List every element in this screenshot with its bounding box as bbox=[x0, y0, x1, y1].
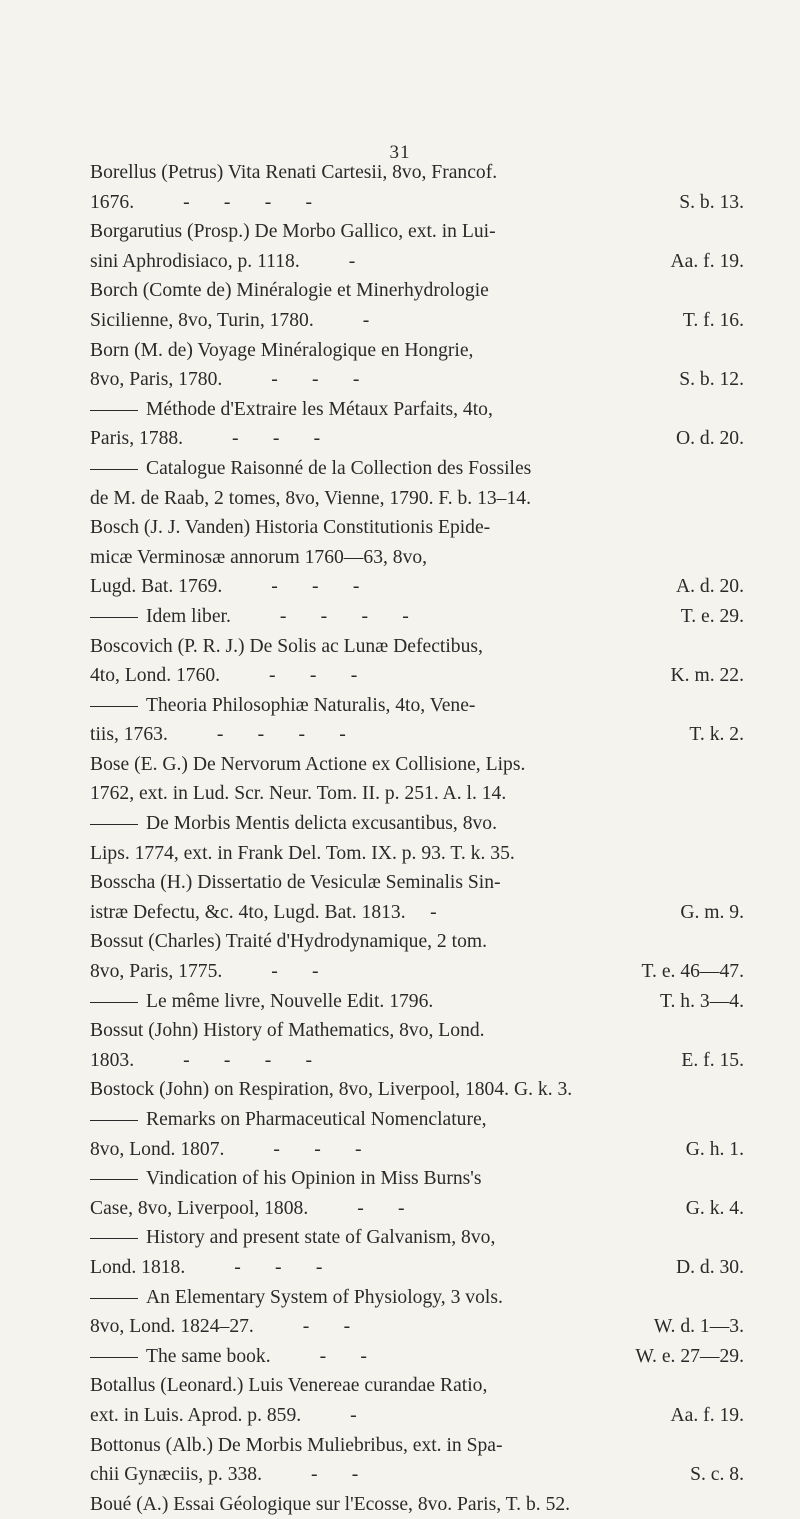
catalogue-entry bbox=[90, 395, 744, 454]
catalogue-entry bbox=[90, 1223, 744, 1282]
shelf-mark: D. d. 30. bbox=[675, 1256, 744, 1278]
entry-text: chii Gynæciis, p. 338. - - bbox=[90, 1464, 359, 1486]
shelf-mark: O. d. 20. bbox=[675, 428, 744, 450]
catalogue-entry bbox=[90, 602, 744, 632]
entry-line bbox=[90, 750, 744, 780]
ditto-dash bbox=[90, 1120, 138, 1121]
shelf-mark: G. k. 4. bbox=[685, 1197, 744, 1219]
entry-line bbox=[90, 306, 744, 336]
entry-text: 8vo, Paris, 1780. - - - bbox=[90, 369, 360, 391]
shelf-mark: T. e. 29. bbox=[680, 605, 744, 627]
entry-line bbox=[116, 691, 744, 721]
entry-text: Idem liber. - - - - bbox=[146, 605, 409, 627]
catalogue-entry bbox=[90, 336, 744, 395]
entry-line bbox=[90, 1431, 744, 1461]
ditto-dash bbox=[90, 1298, 138, 1299]
ditto-dash bbox=[90, 410, 138, 411]
ditto-dash bbox=[90, 824, 138, 825]
shelf-mark: E. f. 15. bbox=[681, 1049, 744, 1071]
entry-line bbox=[90, 661, 744, 691]
ditto-dash bbox=[90, 617, 138, 618]
shelf-mark: W. e. 27—29. bbox=[635, 1345, 744, 1367]
catalogue-entry bbox=[90, 987, 744, 1017]
catalogue-entries bbox=[90, 158, 744, 1519]
entry-text: Bose (E. G.) De Nervorum Actione ex Collisione, Lips. bbox=[90, 753, 526, 775]
entry-text: ext. in Luis. Aprod. p. 859. - bbox=[90, 1404, 357, 1426]
catalogue-entry bbox=[90, 1016, 744, 1075]
entry-text: Bossut (Charles) Traité d'Hydrodynamique, 2 tom. bbox=[90, 931, 488, 953]
entry-line bbox=[90, 957, 744, 987]
shelf-mark: S. c. 8. bbox=[690, 1464, 744, 1486]
entry-text: Boué (A.) Essai Géologique sur l'Ecosse, 8vo. Paris, T. b. 52. bbox=[90, 1493, 571, 1515]
entry-line bbox=[90, 365, 744, 395]
shelf-mark: K. m. 22. bbox=[670, 665, 744, 687]
entry-line bbox=[90, 720, 744, 750]
entry-text: 1762, ext. in Lud. Scr. Neur. Tom. II. p. 251. A. l. 14. bbox=[90, 783, 507, 805]
shelf-mark: S. b. 13. bbox=[679, 191, 744, 213]
entry-text: micæ Verminosæ annorum 1760—63, 8vo, bbox=[90, 546, 428, 568]
entry-line bbox=[90, 1046, 744, 1076]
entry-text: Bostock (John) on Respiration, 8vo, Liverpool, 1804. G. k. 3. bbox=[90, 1079, 573, 1101]
entry-line bbox=[90, 276, 744, 306]
catalogue-entry bbox=[90, 1075, 744, 1105]
entry-text: 1803. - - - - bbox=[90, 1049, 313, 1071]
entry-line bbox=[90, 217, 744, 247]
entry-line bbox=[116, 1105, 744, 1135]
shelf-mark: G. m. 9. bbox=[680, 901, 744, 923]
catalogue-entry bbox=[90, 632, 744, 691]
entry-line bbox=[116, 1164, 744, 1194]
entry-line bbox=[90, 1194, 744, 1224]
entry-line bbox=[90, 839, 744, 869]
catalogue-entry bbox=[90, 513, 744, 602]
entry-text: Bosscha (H.) Dissertatio de Vesiculæ Seminalis Sin- bbox=[90, 872, 501, 894]
catalogue-entry bbox=[90, 868, 744, 927]
catalogue-entry bbox=[90, 1431, 744, 1490]
entry-text: Borgarutius (Prosp.) De Morbo Gallico, ext. in Lui- bbox=[90, 221, 496, 243]
shelf-mark: T. f. 16. bbox=[682, 309, 744, 331]
entry-line bbox=[116, 809, 744, 839]
entry-text: History and present state of Galvanism, 8vo, bbox=[146, 1227, 496, 1249]
shelf-mark: S. b. 12. bbox=[679, 369, 744, 391]
ditto-dash bbox=[90, 1179, 138, 1180]
entry-text: Catalogue Raisonné de la Collection des Fossiles bbox=[146, 457, 532, 479]
entry-text: Botallus (Leonard.) Luis Venereae curandae Ratio, bbox=[90, 1375, 488, 1397]
entry-text: Case, 8vo, Liverpool, 1808. - - bbox=[90, 1197, 405, 1219]
entry-line bbox=[90, 1253, 744, 1283]
entry-line bbox=[90, 779, 744, 809]
entry-line bbox=[90, 543, 744, 573]
entry-text: istræ Defectu, &c. 4to, Lugd. Bat. 1813. - bbox=[90, 901, 437, 923]
page-number: 31 bbox=[389, 142, 411, 163]
catalogue-entry bbox=[90, 217, 744, 276]
entry-line bbox=[116, 1223, 744, 1253]
entry-text: De Morbis Mentis delicta excusantibus, 8vo. bbox=[146, 813, 497, 835]
catalogue-entry bbox=[90, 1371, 744, 1430]
catalogue-entry bbox=[90, 1490, 744, 1519]
entry-line bbox=[90, 247, 744, 277]
entry-line bbox=[90, 1312, 744, 1342]
entry-text: Bosch (J. J. Vanden) Historia Constitutionis Epide- bbox=[90, 517, 491, 539]
entry-line bbox=[90, 1460, 744, 1490]
catalogue-entry bbox=[90, 1105, 744, 1164]
ditto-dash bbox=[90, 1002, 138, 1003]
entry-line bbox=[90, 1490, 744, 1519]
shelf-mark: A. d. 20. bbox=[675, 576, 744, 598]
catalogue-entry bbox=[90, 1283, 744, 1342]
shelf-mark: T. h. 3—4. bbox=[660, 990, 744, 1012]
entry-text: sini Aphrodisiaco, p. 1118. - bbox=[90, 250, 356, 272]
entry-text: Theoria Philosophiæ Naturalis, 4to, Vene- bbox=[146, 694, 476, 716]
entry-text: 8vo, Lond. 1824–27. - - bbox=[90, 1316, 351, 1338]
entry-text: Lond. 1818. - - - bbox=[90, 1256, 323, 1278]
entry-line bbox=[90, 572, 744, 602]
entry-text: An Elementary System of Physiology, 3 vols. bbox=[146, 1286, 503, 1308]
entry-line bbox=[90, 1016, 744, 1046]
ditto-dash bbox=[90, 1238, 138, 1239]
entry-text: tiis, 1763. - - - - bbox=[90, 724, 346, 746]
entry-line bbox=[116, 454, 744, 484]
shelf-mark: G. h. 1. bbox=[685, 1138, 744, 1160]
catalogue-entry bbox=[90, 1342, 744, 1372]
catalogue-entry bbox=[90, 750, 744, 809]
entry-line bbox=[90, 188, 744, 218]
entry-text: 1676. - - - - bbox=[90, 191, 313, 213]
entry-line bbox=[90, 898, 744, 928]
shelf-mark: Aa. f. 19. bbox=[670, 1404, 744, 1426]
entry-line bbox=[90, 513, 744, 543]
ditto-dash bbox=[90, 706, 138, 707]
entry-text: 4to, Lond. 1760. - - - bbox=[90, 665, 358, 687]
catalogue-entry bbox=[90, 927, 744, 986]
entry-line bbox=[116, 395, 744, 425]
entry-line bbox=[116, 1283, 744, 1313]
entry-text: Boscovich (P. R. J.) De Solis ac Lunæ Defectibus, bbox=[90, 635, 483, 657]
entry-text: The same book. - - bbox=[146, 1345, 367, 1367]
entry-text: Lips. 1774, ext. in Frank Del. Tom. IX. p. 93. T. k. 35. bbox=[90, 842, 515, 864]
catalogue-entry bbox=[90, 691, 744, 750]
entry-line bbox=[116, 987, 744, 1017]
shelf-mark: T. e. 46—47. bbox=[641, 961, 744, 983]
entry-text: Sicilienne, 8vo, Turin, 1780. - bbox=[90, 309, 370, 331]
entry-line bbox=[90, 927, 744, 957]
entry-text: Bossut (John) History of Mathematics, 8vo, Lond. bbox=[90, 1020, 485, 1042]
entry-line bbox=[90, 868, 744, 898]
entry-line bbox=[116, 602, 744, 632]
entry-line bbox=[90, 424, 744, 454]
catalogue-entry bbox=[90, 1164, 744, 1223]
entry-text: Borch (Comte de) Minéralogie et Minerhydrologie bbox=[90, 280, 489, 302]
entry-line bbox=[116, 1342, 744, 1372]
catalogue-entry bbox=[90, 276, 744, 335]
entry-text: Remarks on Pharmaceutical Nomenclature, bbox=[146, 1109, 487, 1130]
entry-text: Paris, 1788. - - - bbox=[90, 428, 321, 450]
entry-line bbox=[90, 1401, 744, 1431]
shelf-mark: W. d. 1—3. bbox=[653, 1316, 744, 1338]
entry-text: Le même livre, Nouvelle Edit. 1796. bbox=[146, 990, 434, 1012]
entry-text: Born (M. de) Voyage Minéralogique en Hongrie, bbox=[90, 339, 474, 361]
entry-text: de M. de Raab, 2 tomes, 8vo, Vienne, 1790. F. b. 13–14. bbox=[90, 487, 531, 509]
entry-text: 8vo, Lond. 1807. - - - bbox=[90, 1138, 362, 1160]
entry-line bbox=[90, 1075, 744, 1105]
entry-text: Borellus (Petrus) Vita Renati Cartesii, 8vo, Francof. bbox=[90, 162, 498, 183]
entry-line bbox=[90, 1135, 744, 1165]
entry-line bbox=[90, 158, 744, 188]
entry-text: Méthode d'Extraire les Métaux Parfaits, 4to, bbox=[146, 398, 493, 420]
entry-text: Bottonus (Alb.) De Morbis Muliebribus, ext. in Spa- bbox=[90, 1434, 503, 1456]
entry-text: Vindication of his Opinion in Miss Burns's bbox=[146, 1168, 482, 1190]
entry-line bbox=[90, 632, 744, 662]
entry-line bbox=[90, 484, 744, 514]
catalogue-entry bbox=[90, 454, 744, 513]
ditto-dash bbox=[90, 469, 138, 470]
shelf-mark: T. k. 2. bbox=[689, 724, 744, 746]
shelf-mark: Aa. f. 19. bbox=[670, 250, 744, 272]
entry-text: 8vo, Paris, 1775. - - bbox=[90, 961, 319, 983]
entry-line bbox=[90, 336, 744, 366]
catalogue-entry bbox=[90, 809, 744, 868]
entry-text: Lugd. Bat. 1769. - - - bbox=[90, 576, 360, 598]
ditto-dash bbox=[90, 1357, 138, 1358]
entry-line bbox=[90, 1371, 744, 1401]
catalogue-entry bbox=[90, 158, 744, 217]
